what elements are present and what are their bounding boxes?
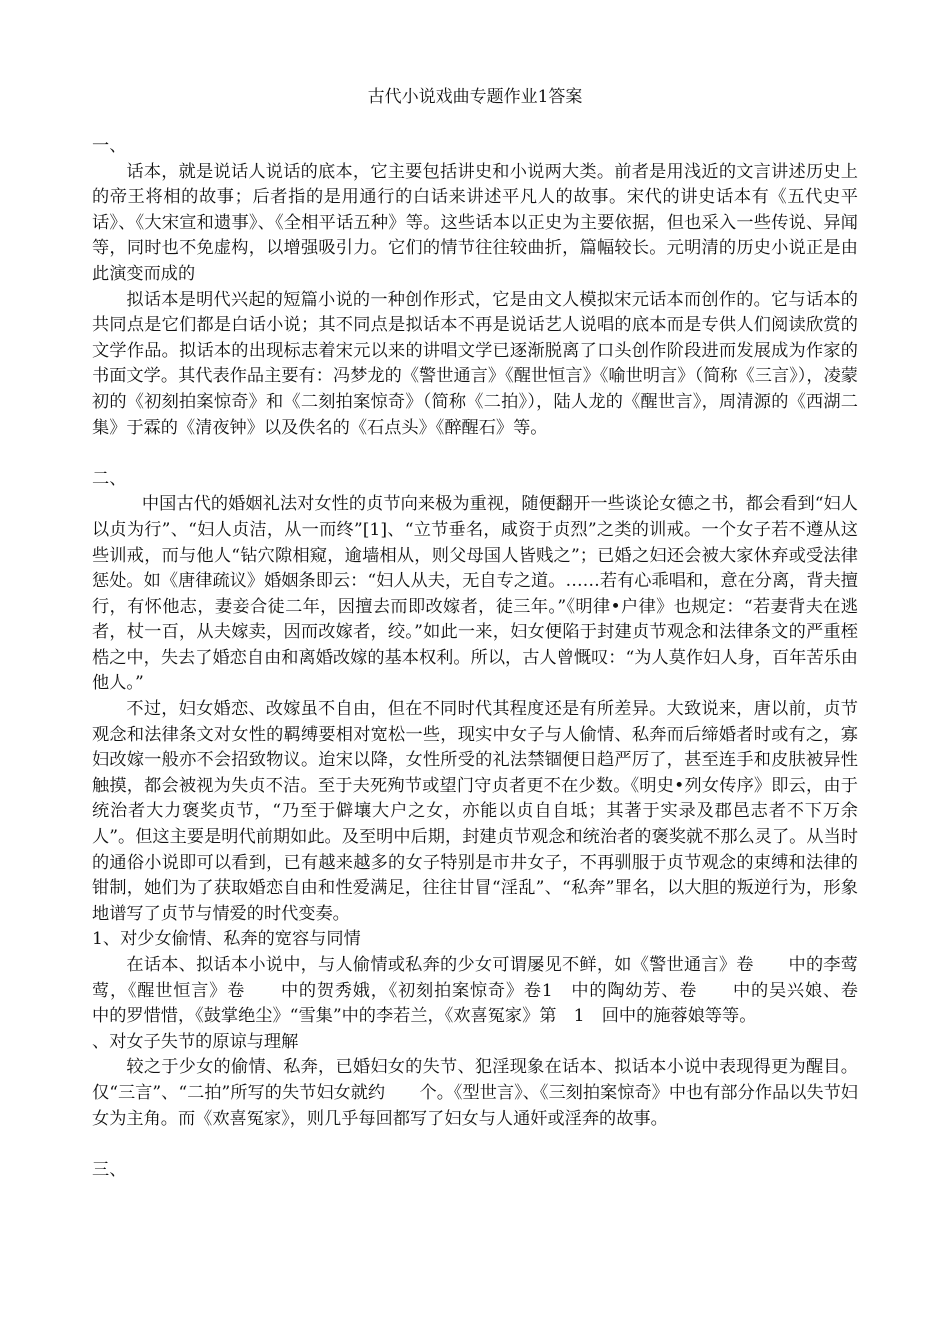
subsection-1-paragraph: 在话本、拟话本小说中，与人偷情或私奔的少女可谓屡见不鲜，如《警世通言》卷 中的李莺莺，《醒世恒言》卷 中的贺秀娥，《初刻拍案惊奇》卷1 中的陶幼芳、卷 中的吴兴娘、卷 中的罗惜惜，《鼓掌绝尘》“雪集”中的李若兰，《欢喜冤家》第 1 回中的施蓉娘等等。 bbox=[92, 955, 893, 1027]
section-3-heading: 三、 bbox=[92, 1159, 127, 1180]
spacer bbox=[92, 1132, 858, 1158]
section-2-paragraph-1: 中国古代的婚姻礼法对女性的贞节向来极为重视，随便翻开一些谈论女德之书，都会看到“妇人以贞为行”、“妇人贞洁，从一而终”[1]、“立节垂名，咸资于贞烈”之类的训戒。一个女子若不遵从这些训戒，而与他人“钻穴隙相窥，逾墙相从，则父母国人皆贱之”；已婚之妇还会被大家休弃或受法律惩处。如《唐律疏议》婚姻条即云：“妇人从夫，无自专之道。……若有心乖唱和，意在分离，背夫擅行，有怀他志，妻妾合徒二年，因擅去而即改嫁者，徒三年。”《明律•户律》也规定：“若妻背夫在逃者，杖一百，从夫嫁卖，因而改嫁者，绞。”如此一来，妇女便陷于封建贞节观念和法律条文的严重桎梏之中，失去了婚恋自由和离婚改嫁的基本权利。所以，古人曾慨叹：“为人莫作妇人身，百年苦乐由他人。” bbox=[92, 494, 858, 694]
section-1-heading: 一、 bbox=[92, 136, 127, 156]
document-page bbox=[92, 84, 893, 1183]
section-2-paragraph-2: 不过，妇女婚恋、改嫁虽不自由，但在不同时代其程度还是有所差异。大致说来，唐以前，贞节观念和法律条文对女性的羁缚要相对宽松一些，现实中女子与人偷情、私奔而后缔婚者时或有之，寡妇改嫁一般亦不会招致物议。迨宋以降，女性所受的礼法禁锢便日趋严厉了，甚至连手和皮肤被异性触摸，都会被视为失贞不洁。至于夫死殉节或望门守贞者更不在少数。《明史•列女传序》即云，由于统治者大力褒奖贞节，“乃至于僻壤大户之女，亦能以贞自自坻；其著于实录及郡邑志者不下万余人”。但这主要是明代前期如此。及至明中后期，封建贞节观念和统治者的褒奖就不那么灵了。从当时的通俗小说即可以看到，已有越来越多的女子特别是市井女子，不再驯服于贞节观念的束缚和法律的钳制，她们为了获取婚恋自由和性爱满足，往往甘冒“淫乱”、“私奔”罪名，以大胆的叛逆行为，形象地谱写了贞节与情爱的时代变奏。 bbox=[92, 699, 858, 924]
subsection-1-heading: 1、对少女偷情、私奔的宽容与同情 bbox=[92, 929, 361, 950]
section-2-heading: 二、 bbox=[92, 468, 127, 489]
document-title: 古代小说戏曲专题作业1答案 bbox=[367, 87, 583, 107]
subsection-2-heading: 、对女子失节的原谅与理解 bbox=[92, 1031, 299, 1052]
spacer bbox=[92, 441, 858, 467]
subsection-2-paragraph: 较之于少女的偷情、私奔，已婚妇女的失节、犯淫现象在话本、拟话本小说中表现得更为醒目。仅“三言”、“二拍”所写的失节妇女就约 个。《型世言》、《三刻拍案惊奇》中也有部分作品以失节妇女为主角。而《欢喜冤家》，则几乎每回都写了妇女与人通奸或淫奔的故事。 bbox=[92, 1057, 858, 1129]
section-1-paragraph-2: 拟话本是明代兴起的短篇小说的一种创作形式，它是由文人模拟宋元话本而创作的。它与话本的共同点是它们都是白话小说；其不同点是拟话本不再是说话艺人说唱的底本而是专供人们阅读欣赏的文学作品。拟话本的出现标志着宋元以来的讲唱文学已逐渐脱离了口头创作阶段进而发展成为作家的书面文学。其代表作品主要有：冯梦龙的《警世通言》《醒世恒言》《喻世明言》（简称《三言》），凌蒙初的《初刻拍案惊奇》和《二刻拍案惊奇》（简称《二拍》），陆人龙的《醒世言》，周清源的《西湖二集》于霖的《清夜钟》以及佚名的《石点头》《醉醒石》等。 bbox=[92, 289, 858, 438]
section-1-paragraph-1: 话本，就是说话人说话的底本，它主要包括讲史和小说两大类。前者是用浅近的文言讲述历史上的帝王将相的故事；后者指的是用通行的白话来讲述平凡人的故事。宋代的讲史话本有《五代史平话》、《大宋宣和遗事》、《全相平话五种》等。这些话本以正史为主要依据，但也采入一些传说、异闻等，同时也不免虚构，以增强吸引力。它们的情节往往较曲折，篇幅较长。元明清的历史小说正是由此演变而成的 bbox=[92, 161, 858, 284]
